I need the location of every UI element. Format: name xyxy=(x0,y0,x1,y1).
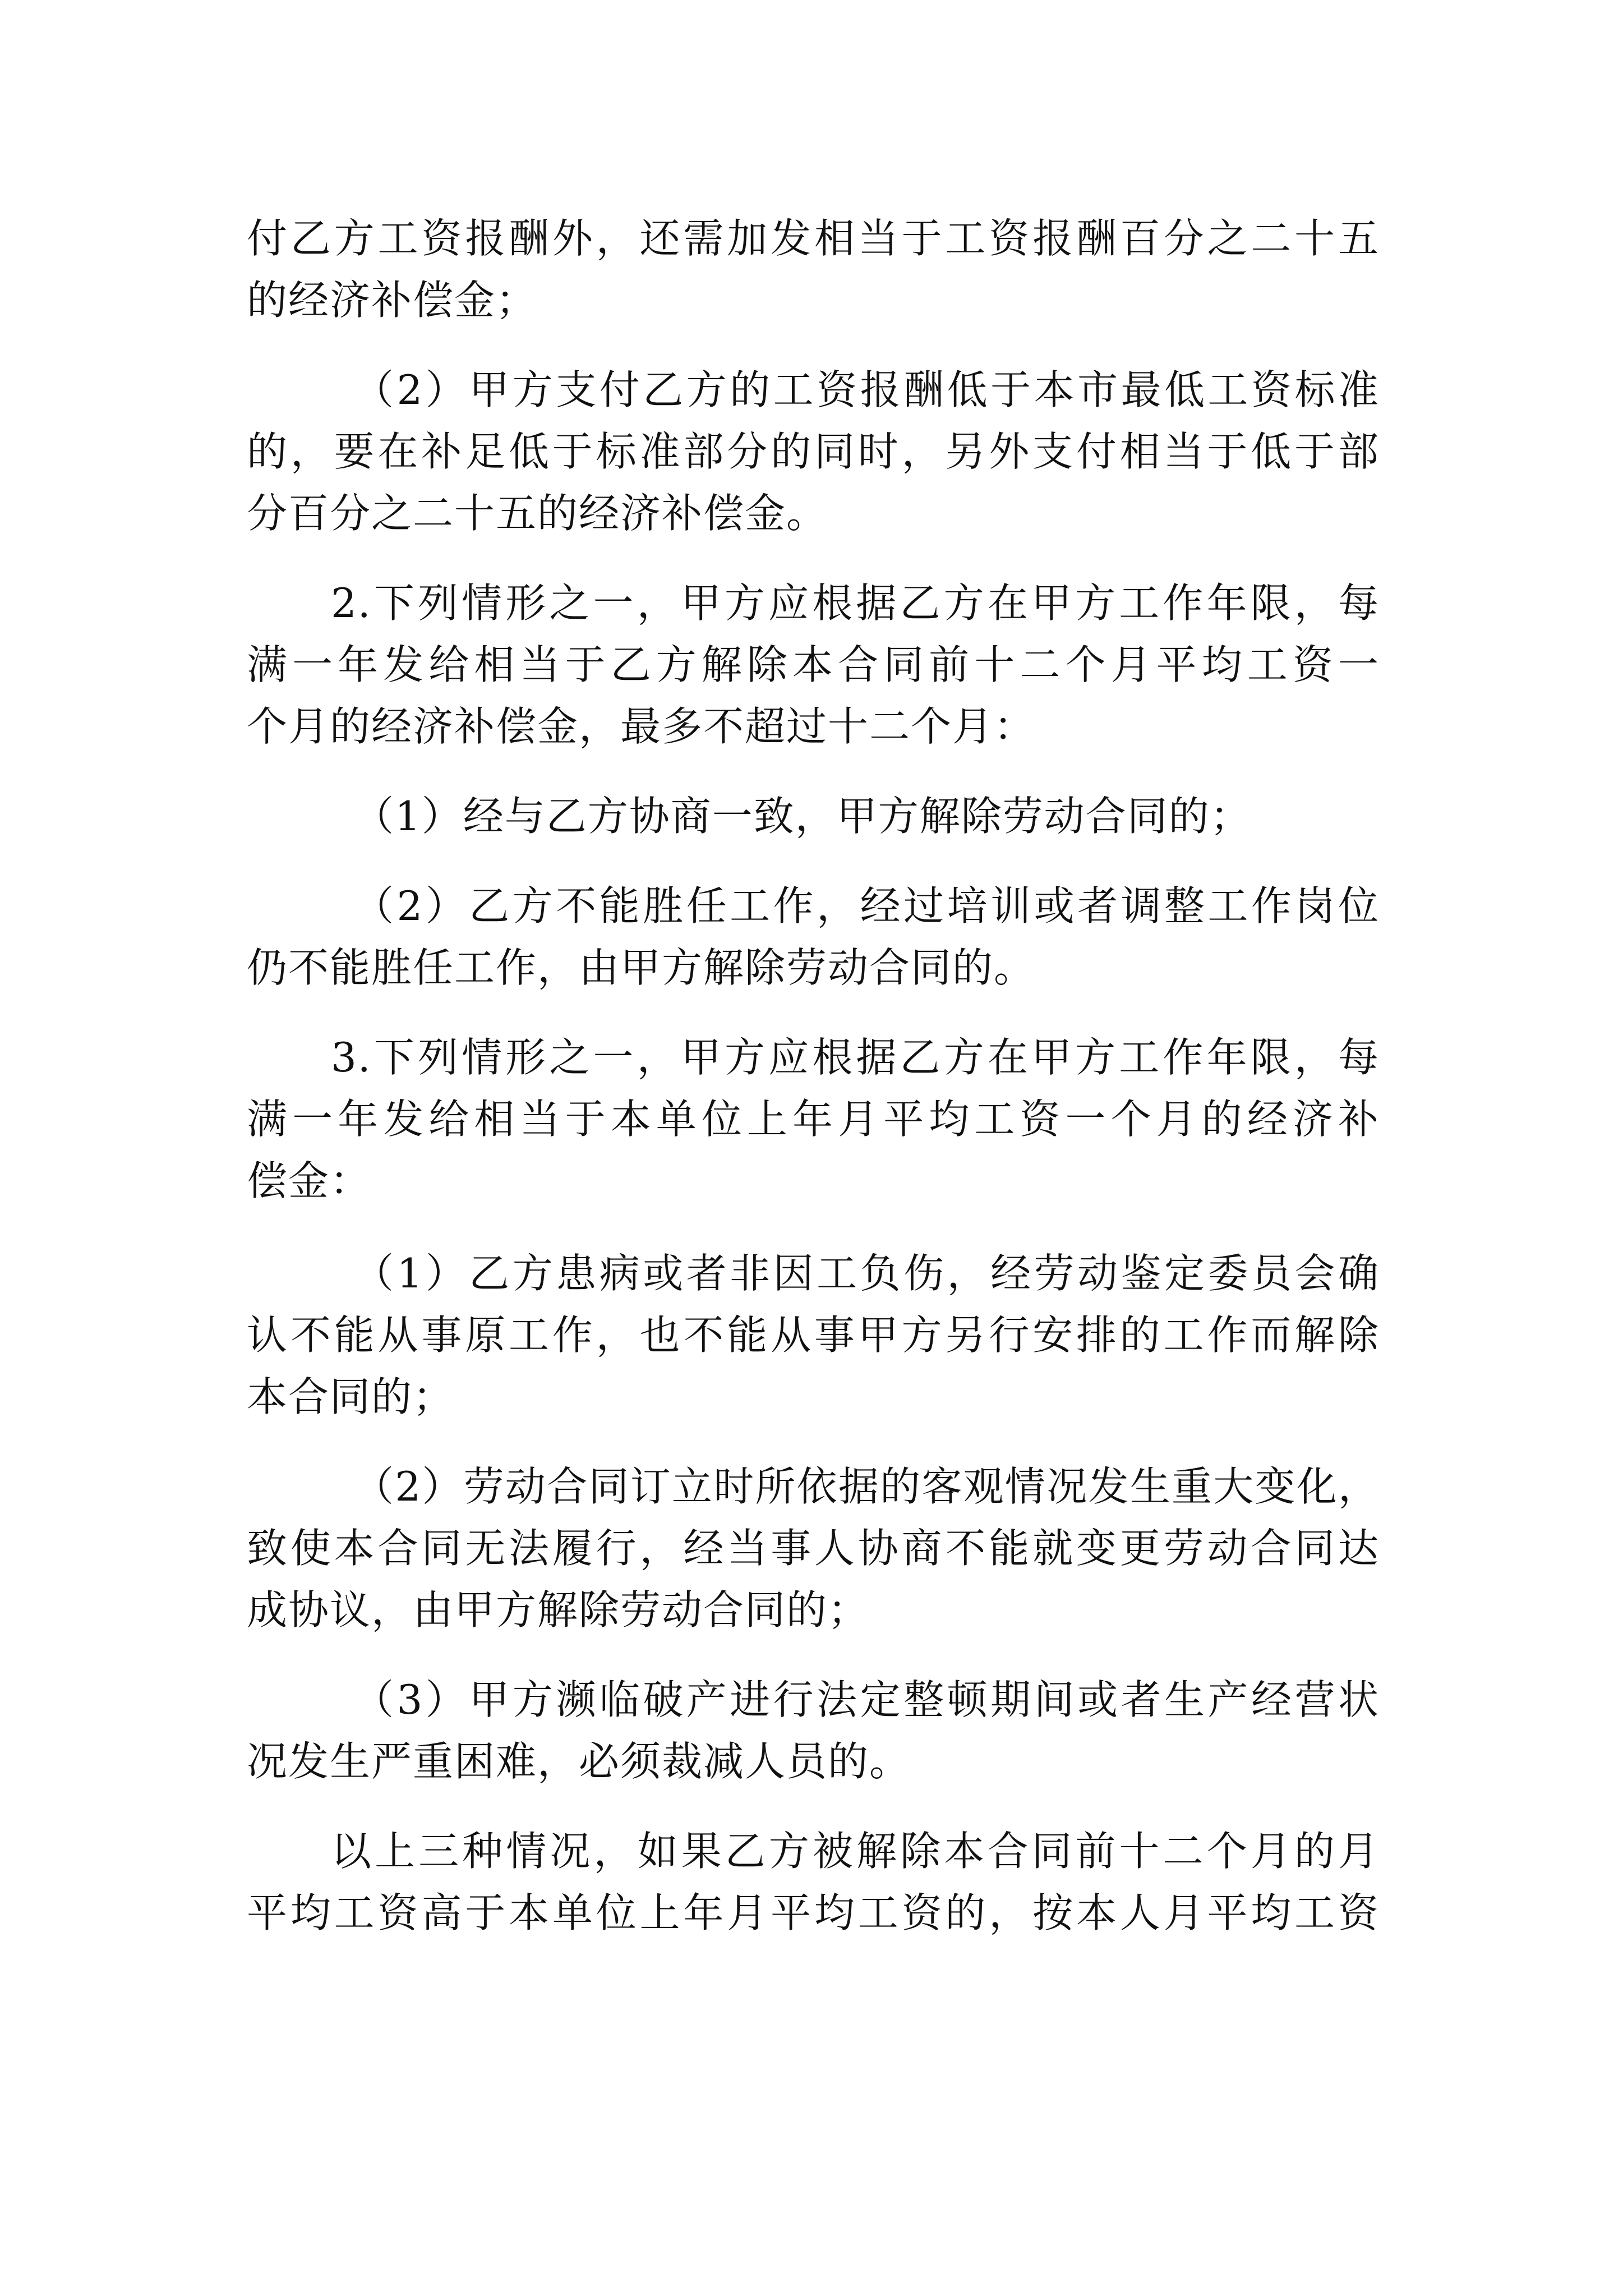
text-line: （2）乙方不能胜任工作，经过培训或者调整工作岗位 xyxy=(353,882,1380,930)
text-line: （3）甲方濒临破产进行法定整顿期间或者生产经营状 xyxy=(353,1676,1380,1723)
text-line: 付乙方工资报酬外，还需加发相当于工资报酬百分之二十五 xyxy=(247,215,1380,262)
text-line: 的，要在补足低于标准部分的同时，另外支付相当于低于部 xyxy=(247,428,1380,475)
text-line: 个月的经济补偿金，最多不超过十二个月： xyxy=(247,703,1036,750)
text-line: （2）甲方支付乙方的工资报酬低于本市最低工资标准 xyxy=(353,366,1380,413)
text-line: 分百分之二十五的经济补偿金。 xyxy=(247,490,828,537)
text-line: 的经济补偿金； xyxy=(247,277,538,324)
text-line: 2.下列情形之一，甲方应根据乙方在甲方工作年限，每 xyxy=(331,579,1380,627)
text-line: 致使本合同无法履行，经当事人协商不能就变更劳动合同达 xyxy=(247,1525,1380,1572)
text-line: 3.下列情形之一，甲方应根据乙方在甲方工作年限，每 xyxy=(331,1034,1380,1081)
text-line: （2）劳动合同订立时所依据的客观情况发生重大变化， xyxy=(353,1463,1380,1510)
text-line: 满一年发给相当于乙方解除本合同前十二个月平均工资一 xyxy=(247,641,1380,688)
text-line: 认不能从事原工作，也不能从事甲方另行安排的工作而解除 xyxy=(247,1312,1380,1359)
text-line: 偿金： xyxy=(247,1157,372,1204)
text-line: 满一年发给相当于本单位上年月平均工资一个月的经济补 xyxy=(247,1096,1380,1143)
text-line: （1）经与乙方协商一致，甲方解除劳动合同的； xyxy=(353,793,1252,840)
text-line: 仍不能胜任工作，由甲方解除劳动合同的。 xyxy=(247,944,1036,991)
text-line: 本合同的； xyxy=(247,1373,455,1420)
text-line: 平均工资高于本单位上年月平均工资的，按本人月平均工资 xyxy=(247,1889,1380,1936)
text-line: 以上三种情况，如果乙方被解除本合同前十二个月的月 xyxy=(331,1828,1380,1875)
text-line: 成协议，由甲方解除劳动合同的； xyxy=(247,1586,870,1634)
text-line: （1）乙方患病或者非因工负伤，经劳动鉴定委员会确 xyxy=(353,1250,1380,1297)
text-line: 况发生严重困难，必须裁减人员的。 xyxy=(247,1738,911,1785)
